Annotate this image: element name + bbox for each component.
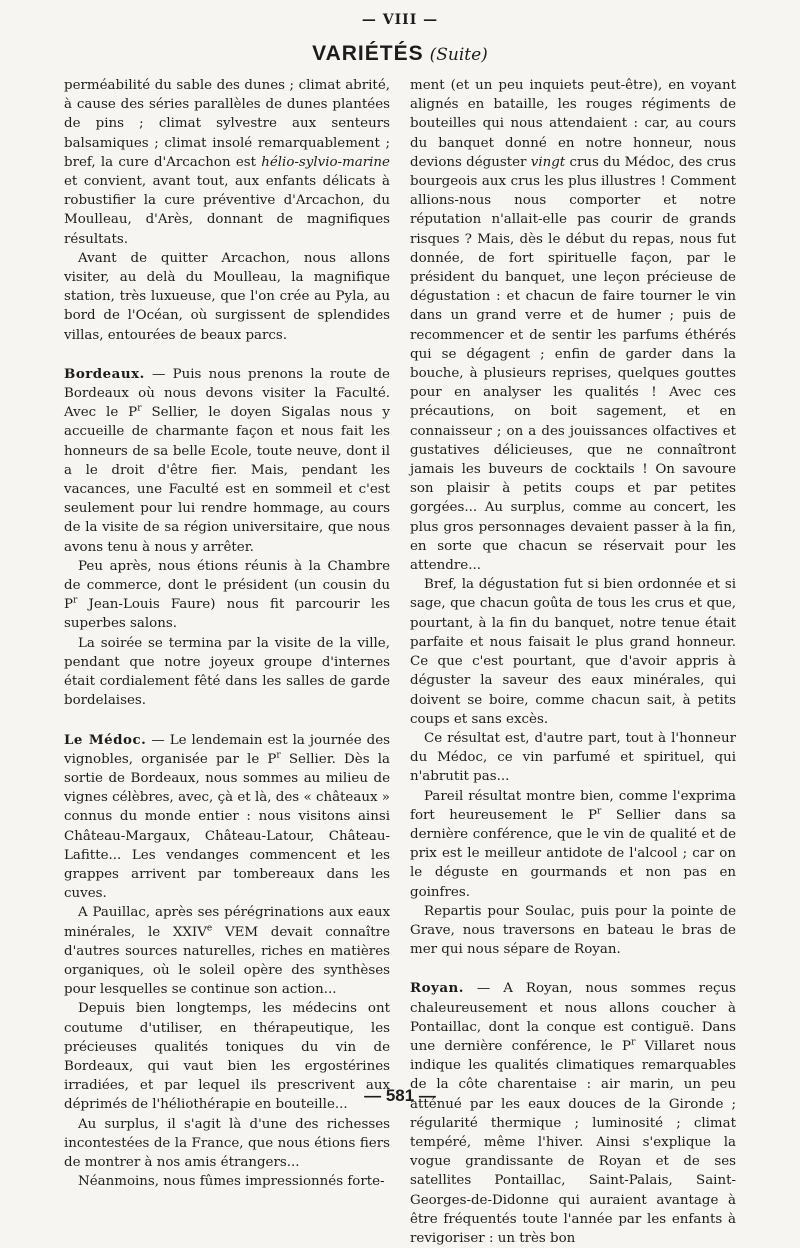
- paragraph: Au surplus, il s'agit là d'une des richesses incontestées de la France, que nous étions fiers de montrer à nos amis étrangers...: [64, 1116, 390, 1170]
- paragraph: Néanmoins, nous fûmes impressionnés forte-: [78, 1174, 385, 1190]
- paragraph: Depuis bien longtemps, les médecins ont coutume d'utiliser, en thérapeutique, les précieuses qualités toniques du vin de Bordeaux, qui vaut bien les ergostérines irradiées, et par lequel ils prescrivent aux déprimés de l'héliothérapie en bouteille...: [64, 1001, 390, 1113]
- paragraph: Bref, la dégustation fut si bien ordonnée et si sage, que chacun goûta de tous les crus et que, pourtant, à la fin du banquet, notre tenue était parfaite et nous faisait le plus grand honneur. Ce que c'est pourtant, que d'avoir appris à déguster la saveur des eaux minérales, qui doivent se boire, comme chacun sait, à petits coups et sans excès.: [410, 577, 736, 727]
- running-head-page-number: — VIII —: [361, 12, 439, 28]
- paragraph: ment (et un peu inquiets peut-être), en voyant alignés en bataille, les rouges régiments de bouteilles qui nous attendaient : car, au cours du banquet donné en notre honneur, nous devions déguster vingt crus du Médoc, des crus bourgeois aux crus les plus illustres ! Comment allions-nous nous comporter et notre réputation n'allait-elle pas courir de grands risques ? Mais, dès le début du repas, nous fut donnée, de fort spirituelle façon, par le président du banquet, une leçon précieuse de dégustation : et chacun de faire tourner le vin dans un grand verre et de humer ; puis de recommencer et de sentir les parfums éthérés qui se dégagent ; enfin de garder dans la bouche, à plusieurs reprises, quelques gouttes pour en analyser les qualités ! Avec ces précautions, on boit sagement, et en connaisseur ; on a des jouissances olfactives et gustatives délicieuses, que ne connaîtront jamais les buveurs de cocktails ! On savoure son plaisir à petits coups et par petites gorgées... Au surplus, comme au concert, les plus gros personnages devaient passer à la fin, en sorte que chacun se réservait pour les attendre...: [410, 78, 736, 574]
- section-heading: Le Médoc.: [64, 731, 147, 748]
- emphasis: hélio-sylvio-marine: [261, 154, 390, 170]
- paragraph: Peu après, nous étions réunis à la Chambre de commerce, dont le président (un cousin du $P^r$ Jean-Louis Faure) nous fit parcourir les superbes salons.: [64, 558, 390, 632]
- page-number: — 581 —: [364, 1086, 436, 1105]
- right-column: [410, 76, 736, 1248]
- section-heading: Bordeaux.: [64, 365, 145, 382]
- section-heading: Royan.: [410, 980, 464, 997]
- section-title: [0, 42, 800, 66]
- paragraph: Avant de quitter Arcachon, nous allons visiter, au delà du Moulleau, la magnifique station, très luxueuse, que l'on crée au Pyla, au bord de l'Océan, où surgissent de splendides villas, entourées de beaux parcs.: [64, 250, 390, 343]
- paragraph: Ce résultat est, d'autre part, tout à l'honneur du Médoc, ce vin parfumé et spirituel, qui n'abrutit pas...: [410, 730, 736, 785]
- left-column: [64, 76, 390, 1191]
- emphasis: vingt: [530, 154, 566, 170]
- paragraph: perméabilité du sable des dunes ; climat abrité, à cause des séries parallèles de dunes plantées de pins ; climat sylvestre aux senteurs balsamiques ; climat insolé remarquablement ; bref, la cure d'Arcachon est hélio-sylvio-marine et convient, avant tout, aux enfants délicats à robustifier la cure préventive d'Arcachon, du Moulleau, d'Arès, donnant de magnifiques résultats.: [64, 78, 390, 247]
- paragraph: La soirée se termina par la visite de la ville, pendant que notre joyeux groupe d'internes était cordialement fêté dans les salles de garde bordelaises.: [64, 635, 390, 709]
- section-royan: Royan. — A Royan, nous sommes reçus chaleureusement et nous allons coucher à Pontaillac, dont la conque est contiguë. Dans une dernière conférence, le $P^r$ Villaret nous indique les qualités climatiques remarquables de la côte charentaise : air marin, un peu atténué par les eaux douces de la Gironde ; régularité thermique ; luminosité ; climat tempéré, même l'hiver. Ainsi s'explique la vogue grandissante de Royan et de ses satellites Pontaillac, Saint-Palais, Saint-Georges-de-Didonne qui auraient avantage à être fréquentés toute l'année par les enfants à revigoriser : un très bon: [410, 980, 736, 1246]
- paragraph: A Pauillac, après ses pérégrinations aux eaux minérales, le XXIVe VEM devait connaître d'autres sources naturelles, riches en matières organiques, où le soleil opère des synthèses pour lesquelles se continue son action...: [64, 905, 390, 998]
- section-title-suffix: (Suite): [429, 45, 488, 65]
- section-title-text: VARIÉTÉS: [312, 42, 424, 65]
- section-bordeaux: Bordeaux. — Puis nous prenons la route de Bordeaux où nous devons visiter la Faculté. Avec le $P^r$ Sellier, le doyen Sigalas nous y accueille de charmante façon et nous fait les honneurs de sa belle Ecole, toute neuve, dont il a le droit d'être fier. Mais, pendant les vacances, une Faculté est en sommeil et c'est seulement pour lui rendre hommage, au cours de la visite de sa région universitaire, que nous avons tenu à nous y arrêter.: [64, 365, 390, 555]
- paragraph: Pareil résultat montre bien, comme l'exprima fort heureusement le $P^r$ Sellier dans sa dernière conférence, que le vin de qualité et de prix est le meilleur antidote de l'alcool ; car on le déguste en gourmands et non pas en goinfres.: [410, 788, 736, 900]
- paragraph: Repartis pour Soulac, puis pour la pointe de Grave, nous traversons en bateau le bras de mer qui nous sépare de Royan.: [410, 903, 736, 958]
- section-medoc: Le Médoc. — Le lendemain est la journée des vignobles, organisée par le $P^r$ Sellier. Dès la sortie de Bordeaux, nous sommes au milieu de vignes célèbres, avec, çà et là, des « châteaux » connus du monde entier : nous visitons ainsi Château-Margaux, Château-Latour, Château-Lafitte... Les vendanges commencent et les grappes arrivent par tombereaux dans les cuves.: [64, 731, 390, 902]
